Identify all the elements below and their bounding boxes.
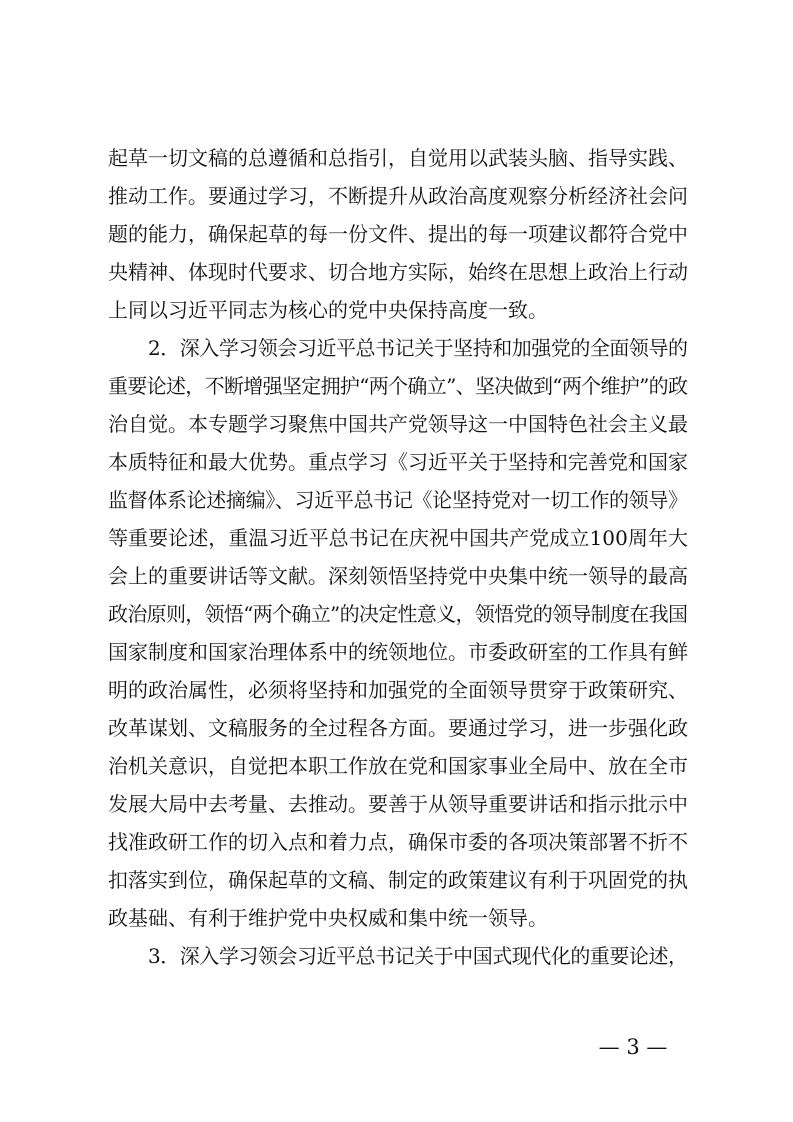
text-line: 会上的重要讲话等文献。深刻领悟坚持党中央集中统一领导的最高 bbox=[108, 564, 688, 588]
text-line: 3．深入学习领会习近平总书记关于中国式现代化的重要论述， bbox=[148, 944, 688, 968]
text-line: 等重要论述，重温习近平总书记在庆祝中国共产党成立100周年大 bbox=[108, 526, 689, 550]
text-line: 发展大局中去考量、去推动。要善于从领导重要讲话和指示批示中 bbox=[108, 792, 688, 816]
paragraph-continuation bbox=[108, 139, 688, 329]
paragraph-item-2 bbox=[108, 329, 688, 937]
text-line: 监督体系论述摘编》、习近平总书记《论坚持党对一切工作的领导》 bbox=[108, 488, 688, 512]
text-line: 改革谋划、文稿服务的全过程各方面。要通过学习，进一步强化政 bbox=[108, 716, 688, 740]
page-number: — 3 — bbox=[598, 1035, 668, 1059]
document-body bbox=[108, 139, 688, 975]
text-line: 政治原则，领悟“两个确立”的决定性意义，领悟党的领导制度在我国 bbox=[108, 602, 688, 626]
text-line: 治机关意识，自觉把本职工作放在党和国家事业全局中、放在全市 bbox=[108, 754, 688, 778]
text-line: 推动工作。要通过学习，不断提升从政治高度观察分析经济社会问 bbox=[108, 184, 688, 208]
text-line: 2．深入学习领会习近平总书记关于坚持和加强党的全面领导的 bbox=[148, 336, 688, 360]
text-line: 题的能力，确保起草的每一份文件、提出的每一项建议都符合党中 bbox=[108, 222, 688, 246]
text-line: 国家制度和国家治理体系中的统领地位。市委政研室的工作具有鲜 bbox=[108, 640, 688, 664]
text-line: 起草一切文稿的总遵循和总指引，自觉用以武装头脑、指导实践、 bbox=[108, 146, 688, 170]
text-line: 明的政治属性，必须将坚持和加强党的全面领导贯穿于政策研究、 bbox=[108, 678, 688, 702]
text-line: 政基础、有利于维护党中央权威和集中统一领导。 bbox=[108, 906, 548, 930]
text-line: 扣落实到位，确保起草的文稿、制定的政策建议有利于巩固党的执 bbox=[108, 868, 688, 892]
text-line: 治自觉。本专题学习聚焦中国共产党领导这一中国特色社会主义最 bbox=[108, 412, 688, 436]
text-line: 央精神、体现时代要求、切合地方实际，始终在思想上政治上行动 bbox=[108, 260, 688, 284]
text-line: 重要论述，不断增强坚定拥护“两个确立”、坚决做到“两个维护”的政 bbox=[108, 374, 688, 398]
text-line: 上同以习近平同志为核心的党中央保持高度一致。 bbox=[108, 298, 548, 322]
text-line: 本质特征和最大优势。重点学习《习近平关于坚持和完善党和国家 bbox=[108, 450, 688, 474]
text-line: 找准政研工作的切入点和着力点，确保市委的各项决策部署不折不 bbox=[108, 830, 688, 854]
paragraph-item-3 bbox=[108, 937, 688, 975]
